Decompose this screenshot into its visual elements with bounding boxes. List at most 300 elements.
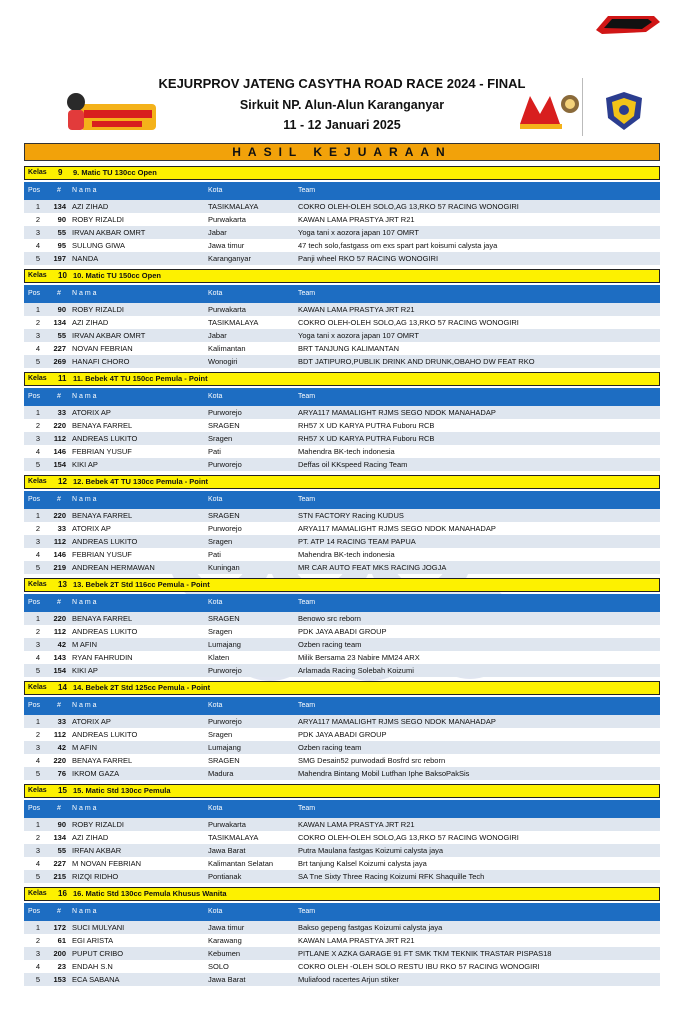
cell-number: 95 [57, 241, 66, 250]
col-kota: Kota [208, 496, 223, 503]
cell-team: ARYA117 MAMALIGHT RJMS SEGO NDOK MANAHADAP [298, 717, 496, 726]
col-number: # [57, 702, 61, 709]
col-number: # [57, 599, 61, 606]
class-number: 10 [58, 271, 67, 280]
cell-kota: Jawa timur [208, 923, 245, 932]
cell-pos: 4 [35, 344, 40, 353]
cell-team: BRT TANJUNG KALIMANTAN [298, 344, 399, 353]
class-name: 13. Bebek 2T Std 116cc Pemula - Point [73, 580, 210, 589]
cell-name: NOVAN FEBRIAN [72, 344, 133, 353]
cell-pos: 1 [35, 923, 40, 932]
cell-name: ENDAH S.N [72, 962, 113, 971]
class-header [24, 578, 660, 592]
cell-team: Mahendra Bintang Mobil Lutfhan Iphe BaksoPakSis [298, 769, 470, 778]
cell-pos: 5 [35, 563, 40, 572]
table-row [24, 754, 660, 767]
cell-number: 269 [53, 357, 66, 366]
cell-pos: 2 [35, 524, 40, 533]
cell-name: HANAFI CHORO [72, 357, 130, 366]
cell-name: AZI ZIHAD [72, 833, 109, 842]
col-number: # [57, 496, 61, 503]
cell-pos: 2 [35, 421, 40, 430]
class-header [24, 475, 660, 489]
class-name: 11. Bebek 4T TU 150cc Pemula - Point [73, 374, 208, 383]
cell-number: 200 [53, 949, 66, 958]
cell-kota: Purwakarta [208, 305, 246, 314]
cell-kota: SOLO [208, 962, 229, 971]
cell-team: Panji wheel RKO 57 RACING WONOGIRI [298, 254, 439, 263]
class-name: 9. Matic TU 130cc Open [73, 168, 157, 177]
cell-kota: SRAGEN [208, 421, 240, 430]
cell-team: KAWAN LAMA PRASTYA JRT R21 [298, 820, 415, 829]
col-kota: Kota [208, 290, 223, 297]
table-row [24, 921, 660, 934]
cell-kota: Kuningan [208, 563, 240, 572]
cell-number: 134 [53, 833, 66, 842]
cell-number: 154 [53, 460, 66, 469]
col-number: # [57, 393, 61, 400]
cell-name: IRFAN AKBAR [72, 846, 122, 855]
cell-pos: 3 [35, 846, 40, 855]
class-header [24, 887, 660, 901]
results-banner: HASIL KEJUARAAN [24, 143, 660, 161]
class-header [24, 784, 660, 798]
table-row [24, 226, 660, 239]
cell-number: 42 [57, 743, 66, 752]
cell-number: 90 [57, 215, 66, 224]
cell-number: 215 [53, 872, 66, 881]
cell-team: Ozben racing team [298, 743, 362, 752]
cell-kota: Madura [208, 769, 234, 778]
cell-name: SUCI MULYANI [72, 923, 125, 932]
cell-number: 112 [53, 627, 66, 636]
class-number: 13 [58, 580, 67, 589]
table-header [24, 285, 660, 303]
cell-pos: 5 [35, 769, 40, 778]
cell-number: 227 [53, 344, 66, 353]
cell-pos: 3 [35, 331, 40, 340]
cell-pos: 2 [35, 730, 40, 739]
class-name: 12. Bebek 4T TU 130cc Pemula - Point [73, 477, 209, 486]
cell-kota: Purworejo [208, 666, 242, 675]
event-dates: 11 - 12 Januari 2025 [283, 118, 401, 132]
cell-pos: 2 [35, 936, 40, 945]
cell-pos: 3 [35, 537, 40, 546]
cell-kota: Jabar [208, 228, 227, 237]
cell-name: ROBY RIZALDI [72, 215, 124, 224]
cell-name: AZI ZIHAD [72, 318, 109, 327]
col-team: Team [298, 187, 316, 194]
cell-kota: Kalimantan [208, 344, 246, 353]
table-row [24, 767, 660, 780]
col-name: N a m a [72, 187, 97, 194]
class-name: 10. Matic TU 150cc Open [73, 271, 161, 280]
col-name: N a m a [72, 290, 97, 297]
cell-name: BENAYA FARREL [72, 756, 133, 765]
table-row [24, 973, 660, 986]
table-row [24, 831, 660, 844]
cell-number: 172 [53, 923, 66, 932]
cell-kota: SRAGEN [208, 756, 240, 765]
cell-pos: 3 [35, 640, 40, 649]
cell-team: RH57 X UD KARYA PUTRA Fuboru RCB [298, 434, 435, 443]
table-body [24, 715, 660, 780]
class-header [24, 372, 660, 386]
cell-name: BENAYA FARREL [72, 511, 133, 520]
col-pos: Pos [28, 187, 41, 194]
cell-pos: 1 [35, 202, 40, 211]
table-header [24, 697, 660, 715]
cell-team: COKRO OLEH-OLEH SOLO,AG 13,RKO 57 RACING WONOGIRI [298, 318, 519, 327]
cell-name: ATORIX AP [72, 717, 111, 726]
col-team: Team [298, 290, 316, 297]
table-row [24, 342, 660, 355]
cell-number: 154 [53, 666, 66, 675]
table-row [24, 432, 660, 445]
cell-team: BDT JATIPURO,PUBLIK DRINK AND DRUNK,OBAHO DW FEAT RKO [298, 357, 535, 366]
cell-kota: Purwakarta [208, 215, 246, 224]
cell-team: COKRO OLEH-OLEH SOLO,AG 13,RKO 57 RACING WONOGIRI [298, 202, 519, 211]
col-number: # [57, 290, 61, 297]
header-divider [582, 78, 583, 136]
cell-number: 134 [53, 202, 66, 211]
cell-kota: Sragen [208, 434, 233, 443]
cell-pos: 3 [35, 434, 40, 443]
cell-number: 220 [53, 511, 66, 520]
cell-name: M AFIN [72, 743, 98, 752]
cell-number: 61 [57, 936, 66, 945]
col-team: Team [298, 702, 316, 709]
cell-team: KAWAN LAMA PRASTYA JRT R21 [298, 936, 415, 945]
cell-kota: Pati [208, 447, 221, 456]
cell-team: PITLANE X AZKA GARAGE 91 FT SMK TKM TEKNIK TRASTAR PISPAS18 [298, 949, 552, 958]
class-name: 15. Matic Std 130cc Pemula [73, 786, 171, 795]
results-list [24, 166, 660, 990]
cell-team: Benowo src reborn [298, 614, 361, 623]
cell-number: 90 [57, 305, 66, 314]
cell-pos: 1 [35, 820, 40, 829]
cell-pos: 1 [35, 717, 40, 726]
cell-name: KIKI AP [72, 666, 98, 675]
cell-name: BENAYA FARREL [72, 614, 133, 623]
cell-team: PDK JAYA ABADI GROUP [298, 730, 387, 739]
class-header [24, 166, 660, 180]
cell-name: ROBY RIZALDI [72, 305, 124, 314]
cell-team: SA Tne Sixty Three Racing Koizumi RFK Shaquille Tech [298, 872, 485, 881]
cell-number: 76 [57, 769, 66, 778]
cell-team: Putra Maulana fastgas Koizumi calysta jaya [298, 846, 444, 855]
cell-kota: SRAGEN [208, 511, 240, 520]
cell-name: PUPUT CRIBO [72, 949, 124, 958]
cell-number: 227 [53, 859, 66, 868]
cell-name: ANDREAS LUKITO [72, 730, 138, 739]
cell-pos: 1 [35, 408, 40, 417]
cell-name: ATORIX AP [72, 524, 111, 533]
cell-name: FEBRIAN YUSUF [72, 550, 132, 559]
col-kota: Kota [208, 393, 223, 400]
table-row [24, 535, 660, 548]
col-name: N a m a [72, 702, 97, 709]
col-team: Team [298, 599, 316, 606]
table-header [24, 388, 660, 406]
cell-kota: Jawa timur [208, 241, 245, 250]
cell-team: KAWAN LAMA PRASTYA JRT R21 [298, 215, 415, 224]
cell-number: 112 [53, 730, 66, 739]
col-number: # [57, 805, 61, 812]
class-header [24, 269, 660, 283]
cell-number: 153 [53, 975, 66, 984]
cell-kota: Jabar [208, 331, 227, 340]
cell-team: PT. ATP 14 RACING TEAM PAPUA [298, 537, 416, 546]
table-row [24, 741, 660, 754]
cell-pos: 4 [35, 550, 40, 559]
table-row [24, 200, 660, 213]
cell-number: 42 [57, 640, 66, 649]
cell-name: BENAYA FARREL [72, 421, 133, 430]
class-label: Kelas [28, 169, 47, 176]
cell-kota: Pati [208, 550, 221, 559]
imi-shield-logo [602, 90, 646, 132]
cell-number: 219 [53, 563, 66, 572]
table-row [24, 239, 660, 252]
class-label: Kelas [28, 581, 47, 588]
col-number: # [57, 908, 61, 915]
table-row [24, 870, 660, 883]
col-kota: Kota [208, 187, 223, 194]
class-label: Kelas [28, 684, 47, 691]
col-kota: Kota [208, 599, 223, 606]
col-pos: Pos [28, 496, 41, 503]
class-block [24, 681, 660, 780]
table-row [24, 509, 660, 522]
col-team: Team [298, 496, 316, 503]
table-header [24, 903, 660, 921]
cell-team: Mahendra BK-tech indonesia [298, 447, 395, 456]
table-row [24, 329, 660, 342]
table-body [24, 509, 660, 574]
cell-kota: Jawa Barat [208, 846, 246, 855]
cell-kota: Purworejo [208, 717, 242, 726]
table-row [24, 857, 660, 870]
class-label: Kelas [28, 478, 47, 485]
class-label: Kelas [28, 272, 47, 279]
col-name: N a m a [72, 805, 97, 812]
cell-kota: Jawa Barat [208, 975, 246, 984]
cell-kota: Karawang [208, 936, 242, 945]
col-team: Team [298, 805, 316, 812]
table-body [24, 406, 660, 471]
cell-kota: Purworejo [208, 408, 242, 417]
table-header [24, 182, 660, 200]
cell-pos: 4 [35, 447, 40, 456]
cell-kota: Purworejo [208, 460, 242, 469]
cell-kota: TASIKMALAYA [208, 318, 259, 327]
cell-pos: 3 [35, 743, 40, 752]
table-header [24, 491, 660, 509]
cell-pos: 2 [35, 318, 40, 327]
table-row [24, 213, 660, 226]
class-number: 11 [58, 374, 67, 383]
cell-pos: 4 [35, 962, 40, 971]
cell-name: ANDREAN HERMAWAN [72, 563, 155, 572]
event-title: KEJURPROV JATENG CASYTHA ROAD RACE 2024 - FINAL [158, 76, 526, 91]
cell-pos: 5 [35, 975, 40, 984]
cell-team: COKRO OLEH -OLEH SOLO RESTU IBU RKO 57 RACING WONOGIRI [298, 962, 540, 971]
col-team: Team [298, 393, 316, 400]
cell-name: FEBRIAN YUSUF [72, 447, 132, 456]
cell-name: ANDREAS LUKITO [72, 537, 138, 546]
table-row [24, 303, 660, 316]
cell-pos: 4 [35, 859, 40, 868]
cell-team: Brt tanjung Kalsel Koizumi calysta jaya [298, 859, 427, 868]
table-row [24, 844, 660, 857]
cell-kota: TASIKMALAYA [208, 833, 259, 842]
cell-name: IRVAN AKBAR OMRT [72, 331, 146, 340]
class-block [24, 372, 660, 471]
class-number: 9 [58, 168, 63, 177]
col-kota: Kota [208, 908, 223, 915]
class-name: 14. Bebek 2T Std 125cc Pemula - Point [73, 683, 211, 692]
cell-name: M AFIN [72, 640, 98, 649]
cell-number: 112 [53, 434, 66, 443]
table-body [24, 303, 660, 368]
cell-name: AZI ZIHAD [72, 202, 109, 211]
event-header [24, 76, 660, 138]
col-team: Team [298, 908, 316, 915]
cell-pos: 4 [35, 653, 40, 662]
cell-kota: Karanganyar [208, 254, 251, 263]
cell-pos: 5 [35, 460, 40, 469]
table-row [24, 728, 660, 741]
cell-kota: Sragen [208, 730, 233, 739]
col-pos: Pos [28, 805, 41, 812]
cell-team: Deffas oil KKspeed Racing Team [298, 460, 408, 469]
class-header [24, 681, 660, 695]
cell-number: 33 [57, 717, 66, 726]
class-block [24, 578, 660, 677]
class-block [24, 784, 660, 883]
cell-name: ATORIX AP [72, 408, 111, 417]
cell-pos: 2 [35, 215, 40, 224]
table-row [24, 664, 660, 677]
cell-pos: 5 [35, 872, 40, 881]
table-row [24, 638, 660, 651]
cell-number: 143 [53, 653, 66, 662]
cell-number: 197 [53, 254, 66, 263]
cell-number: 55 [57, 228, 66, 237]
class-number: 16 [58, 889, 67, 898]
cell-number: 112 [53, 537, 66, 546]
cell-name: EGI ARISTA [72, 936, 114, 945]
col-pos: Pos [28, 908, 41, 915]
cell-kota: SRAGEN [208, 614, 240, 623]
cell-kota: Lumajang [208, 640, 241, 649]
table-row [24, 419, 660, 432]
cell-name: ANDREAS LUKITO [72, 434, 138, 443]
col-number: # [57, 187, 61, 194]
cell-number: 134 [53, 318, 66, 327]
col-name: N a m a [72, 599, 97, 606]
cell-kota: TASIKMALAYA [208, 202, 259, 211]
table-row [24, 406, 660, 419]
cell-team: Muliafood racertes Arjun stiker [298, 975, 399, 984]
cell-team: PDK JAYA ABADI GROUP [298, 627, 387, 636]
cell-pos: 5 [35, 357, 40, 366]
table-body [24, 818, 660, 883]
col-pos: Pos [28, 599, 41, 606]
col-pos: Pos [28, 702, 41, 709]
cell-team: Ozben racing team [298, 640, 362, 649]
cell-team: ARYA117 MAMALIGHT RJMS SEGO NDOK MANAHADAP [298, 524, 496, 533]
cell-pos: 1 [35, 305, 40, 314]
sponsor-logo [518, 90, 580, 132]
cell-kota: Purwakarta [208, 820, 246, 829]
cell-pos: 1 [35, 511, 40, 520]
cell-name: M NOVAN FEBRIAN [72, 859, 142, 868]
table-row [24, 458, 660, 471]
table-row [24, 252, 660, 265]
table-row [24, 316, 660, 329]
cell-team: COKRO OLEH-OLEH SOLO,AG 13,RKO 57 RACING WONOGIRI [298, 833, 519, 842]
cell-kota: Pontianak [208, 872, 242, 881]
class-number: 14 [58, 683, 67, 692]
table-row [24, 715, 660, 728]
cell-name: RYAN FAHRUDIN [72, 653, 133, 662]
cell-name: SULUNG GIWA [72, 241, 126, 250]
class-block [24, 166, 660, 265]
table-row [24, 548, 660, 561]
cell-pos: 3 [35, 228, 40, 237]
cell-number: 146 [53, 550, 66, 559]
cell-kota: Klaten [208, 653, 230, 662]
col-kota: Kota [208, 805, 223, 812]
class-block [24, 887, 660, 986]
cell-pos: 2 [35, 627, 40, 636]
cell-pos: 4 [35, 756, 40, 765]
class-label: Kelas [28, 787, 47, 794]
cell-team: Milik Bersama 23 Nabire MM24 ARX [298, 653, 420, 662]
cell-kota: Sragen [208, 627, 233, 636]
cell-kota: Lumajang [208, 743, 241, 752]
cell-number: 55 [57, 846, 66, 855]
col-pos: Pos [28, 290, 41, 297]
cell-team: RH57 X UD KARYA PUTRA Fuboru RCB [298, 421, 435, 430]
cell-kota: Kalimantan Selatan [208, 859, 274, 868]
cell-team: STN FACTORY Racing KUDUS [298, 511, 404, 520]
cell-kota: Sragen [208, 537, 233, 546]
event-venue: Sirkuit NP. Alun-Alun Karanganyar [239, 98, 445, 112]
cell-pos: 4 [35, 241, 40, 250]
class-block [24, 475, 660, 574]
cell-team: Bakso gepeng fastgas Koizumi calysta jaya [298, 923, 443, 932]
cell-number: 33 [57, 524, 66, 533]
col-kota: Kota [208, 702, 223, 709]
cell-name: NANDA [72, 254, 99, 263]
col-name: N a m a [72, 908, 97, 915]
class-number: 15 [58, 786, 67, 795]
cell-kota: Purworejo [208, 524, 242, 533]
cell-team: Yoga tani x aozora japan 107 OMRT [298, 331, 419, 340]
table-body [24, 921, 660, 986]
class-label: Kelas [28, 375, 47, 382]
table-body [24, 612, 660, 677]
cell-number: 90 [57, 820, 66, 829]
cell-name: ANDREAS LUKITO [72, 627, 138, 636]
cell-pos: 3 [35, 949, 40, 958]
cell-team: Mahendra BK-tech indonesia [298, 550, 395, 559]
col-name: N a m a [72, 393, 97, 400]
cell-pos: 2 [35, 833, 40, 842]
